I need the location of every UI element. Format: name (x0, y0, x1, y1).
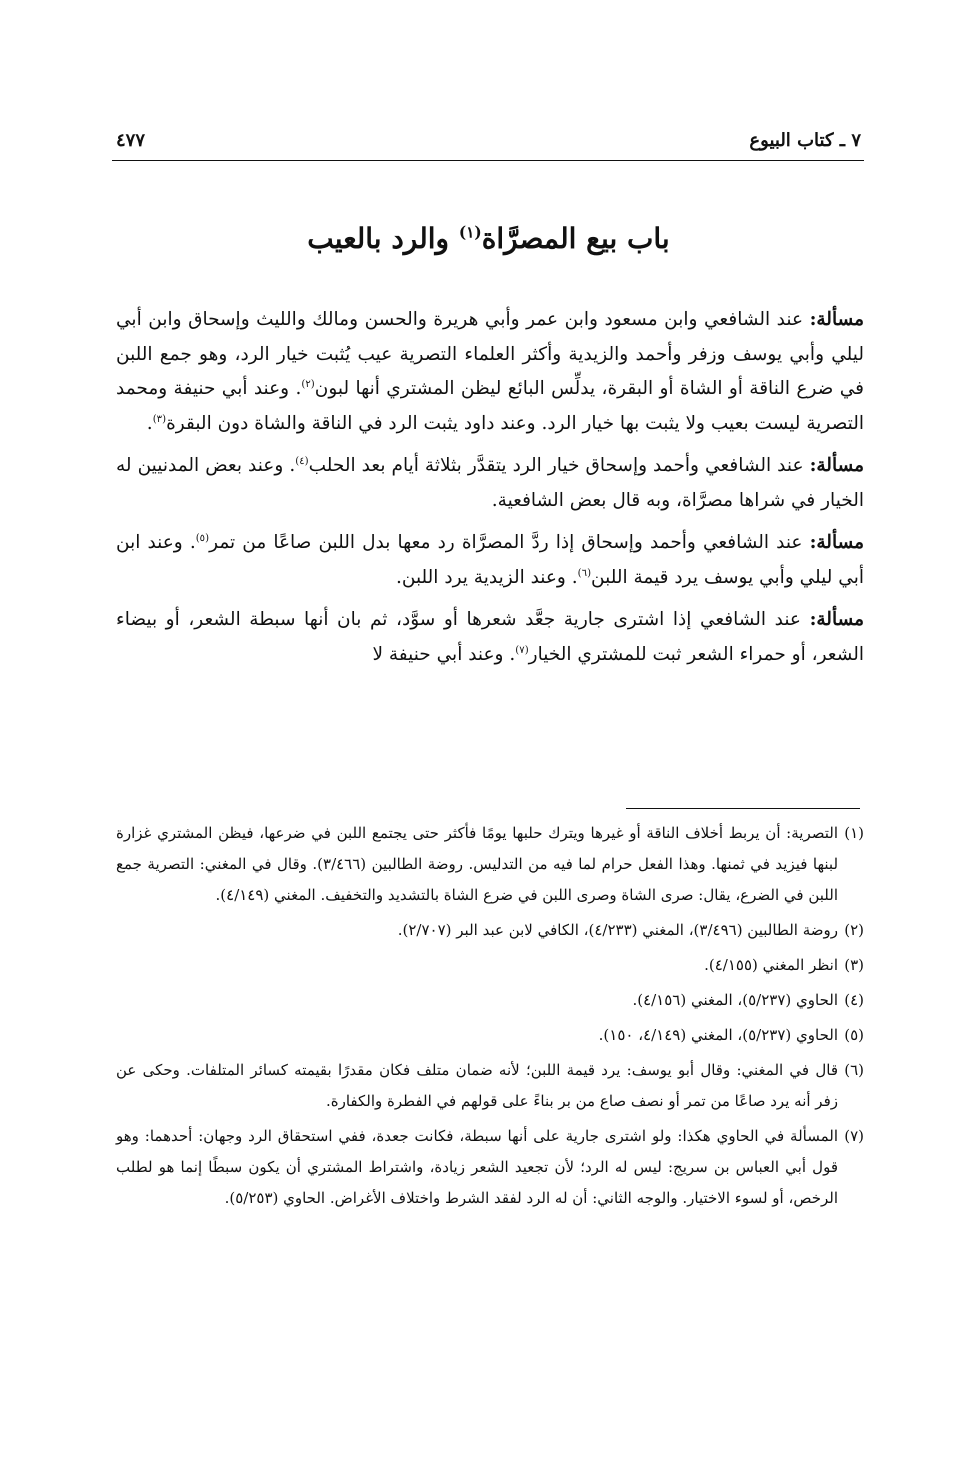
footnote-ref: (٤) (295, 455, 309, 467)
footnote (116, 915, 864, 946)
footnote-text: روضة الطالبين (٣/٤٩٦)، المغني (٤/٢٣٣)، الكافي لابن عبد البر (٢/٧٠٧). (397, 921, 838, 939)
footnote-number: (٥) (844, 1026, 864, 1044)
footnote-number: (٢) (844, 921, 864, 939)
paragraph-text: عند الشافعي إذا اشترى جارية جعَّد شعرها أو سوَّد، ثم بان أنها سبطة الشعر، أو بيضاء الشعر، أو حمراء الشعر ثبت للمشتري الخيار (116, 609, 864, 665)
footnote-text: الحاوي (٥/٢٣٧)، المغني (٤/١٥٦). (632, 991, 838, 1009)
paragraph-text: . وعند ابن أبي ليلي وأبي يوسف يرد قيمة اللبن (116, 532, 864, 588)
title-rest: والرد بالعيب (307, 222, 450, 255)
masala-label: مسألة: (809, 609, 864, 630)
section-title (116, 222, 861, 255)
chapter-title: ٧ ـ كتاب البيوع (749, 129, 861, 151)
title-footnote-ref: (١) (458, 223, 482, 242)
paragraph-text: . وعند بعض المدنيين له الخيار في شراها مصرَّاة، وبه قال بعض الشافعية. (116, 455, 864, 511)
footnote-number: (٣) (844, 956, 864, 974)
footnote (116, 950, 864, 981)
footnote-ref: (٧) (515, 644, 529, 656)
page-number: ٤٧٧ (116, 129, 146, 151)
footnote-divider (626, 808, 860, 809)
footnote-ref: (٥) (195, 532, 210, 544)
paragraph-text: . وعند أبي حنيفة ومحمد التصرية ليست بعيب ولا يثبت بها خيار الرد. وعند داود يثبت الرد في الناقة والشاة دون البقرة (116, 378, 864, 434)
footnote-ref: (٣) (152, 413, 167, 425)
masala-label: مسألة: (809, 455, 864, 476)
paragraph-text: . وعند الزيدية يرد اللبن. (396, 566, 578, 588)
header-divider (112, 160, 864, 161)
footnote (116, 1020, 864, 1051)
footnote (116, 1121, 864, 1214)
title-main: باب بيع المصرَّاة (481, 222, 670, 255)
footnote-ref: (٢) (301, 378, 315, 390)
footnote (116, 1055, 864, 1117)
masala-paragraph (116, 603, 864, 672)
masala-label: مسألة: (809, 309, 864, 330)
footnote (116, 818, 864, 911)
paragraph-text: عند الشافعي وابن مسعود وابن عمر وأبي هريرة والحسن ومالك والليث وإسحاق وابن أبي ليلي وأبي يوسف وزفر وأحمد والزيدية وأكثر العلماء التصرية عيب يُثبت خيار الرد، وهو جمع اللبن في ضرع الناقة أو الشاة أو البقرة، يدلِّس البائع ليظن المشتري أنها لبون (116, 309, 864, 399)
running-header (116, 126, 861, 154)
footnote-text: قال في المغني: وقال أبو يوسف: يرد قيمة اللبن؛ لأنه ضمان متلف فكان مقدرًا بقيمته كسائر المتلفات. وحكى عن زفر أنه يرد صاعًا من تمر أو نصف صاع من بر بناءً على قولهم في الفطرة والكفارة. (116, 1061, 838, 1110)
footnote-number: (١) (844, 824, 864, 842)
paragraph-text: عند الشافعي وأحمد وإسحاق إذا ردَّ المصرَّاة رد معها بدل اللبن صاعًا من تمر (209, 532, 803, 553)
paragraph-text: عند الشافعي وأحمد وإسحاق خيار الرد يتقدَّر بثلاثة أيام بعد الحلب (308, 455, 804, 476)
main-text (116, 303, 864, 680)
footnote-text: انظر المغني (٤/١٥٥). (704, 956, 838, 974)
footnote-text: الحاوي (٥/٢٣٧)، المغني (٤/١٤٩، ١٥٠). (598, 1026, 838, 1044)
footnotes (116, 818, 864, 1218)
paragraph-text: . (146, 412, 153, 434)
footnote-number: (٤) (844, 991, 864, 1009)
masala-label: مسألة: (809, 532, 864, 553)
paragraph-text: . وعند أبي حنيفة لا (372, 643, 516, 665)
masala-paragraph (116, 449, 864, 518)
footnote-text: التصرية: أن يربط أخلاف الناقة أو غيرها ويترك حلبها يومًا فأكثر حتى يجتمع اللبن في ضرعها، فيظن المشتري غزارة لبنها فيزيد في ثمنها. وهذا الفعل حرام لما فيه من التدليس. روضة الطالبين (٣/٤٦٦). وقال في المغني: التصرية جمع اللبن في الضرع، يقال: صرى الشاة وصرى اللبن في ضرع الشاة بالتشديد والتخفيف. المغني (٤/١٤٩). (116, 824, 839, 904)
footnote-number: (٧) (844, 1127, 864, 1145)
masala-paragraph (116, 303, 864, 441)
footnote-number: (٦) (844, 1061, 864, 1079)
footnote-ref: (٦) (577, 567, 592, 579)
footnote (116, 985, 864, 1016)
masala-paragraph (116, 526, 864, 595)
footnote-text: المسألة في الحاوي هكذا: ولو اشترى جارية على أنها سبطة، فكانت جعدة، ففي استحقاق الرد وجهان: أحدهما: وهو قول أبي العباس بن سريج: ليس له الرد؛ لأن تجعيد الشعر زيادة، واشتراط المشتري أن يكون سبطًا إنما هو لطلب الرخص، أو لسوء الاختيار. والوجه الثاني: أن له الرد لفقد الشرط واختلاف الأغراض. الحاوي (٥/٢٥٣). (116, 1127, 838, 1207)
